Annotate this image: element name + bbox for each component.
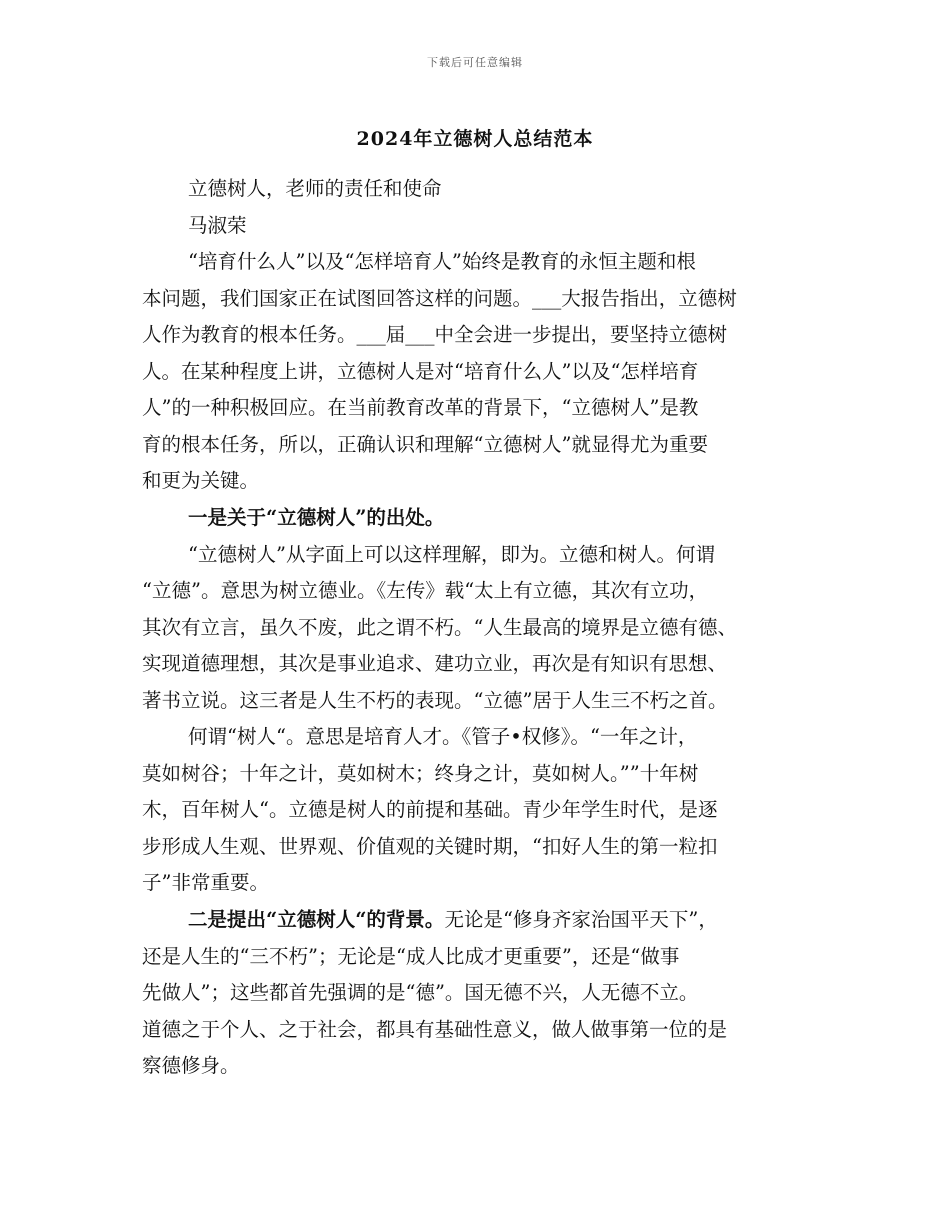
paragraph-line: 一是关于“立德树人”的出处。 (188, 505, 445, 529)
paragraph-line: 步形成人生观、世界观、价值观的关键时期，“扣好人生的第一粒扣 (142, 834, 718, 858)
paragraph-line: 和更为关键。 (142, 469, 260, 493)
paragraph-line: 人”的一种积极回应。在当前教育改革的背景下，“立德树人”是教 (142, 396, 699, 420)
paragraph-line: 先做人”；这些都首先强调的是“德”。国无德不兴，人无德不立。 (142, 981, 699, 1005)
paragraph-line: 莫如树谷；十年之计，莫如树木；终身之计，莫如树人。””十年树 (142, 761, 699, 785)
paragraph-line: 人作为教育的根本任务。___届___中全会进一步提出，要坚持立德树 (142, 323, 728, 347)
paragraph-line: 察德修身。 (142, 1054, 240, 1078)
paragraph-line: 立德树人，老师的责任和使命 (188, 177, 442, 200)
paragraph-line: 何谓“树人“。意思是培育人才。《管子•权修》。“一年之计， (188, 725, 698, 749)
paragraph-line: 其次有立言，虽久不废，此之谓不朽。“人生最高的境界是立德有德、 (142, 615, 737, 639)
paragraph-line: 实现道德理想，其次是事业追求、建功立业，再次是有知识有思想、 (142, 652, 728, 676)
paragraph-line: “立德”。意思为树立德业。《左传》载“太上有立德，其次有立功， (142, 579, 709, 603)
paragraph-line: 还是人生的“三不朽”；无论是“成人比成才更重要”，还是“做事 (142, 944, 680, 968)
line-text: 无论是“修身齐家治国平天下”， (444, 908, 718, 931)
paragraph-line: 道德之于个人、之于社会，都具有基础性意义，做人做事第一位的是 (142, 1017, 728, 1041)
paragraph-line: “培育什么人”以及“怎样培育人”始终是教育的永恒主题和根 (188, 250, 696, 274)
paragraph-line (188, 904, 718, 932)
page-header-note: 下载后可任意编辑 (427, 56, 523, 69)
paragraph-line: 子”非常重要。 (142, 871, 269, 895)
paragraph-line: 人。在某种程度上讲，立德树人是对“培育什么人”以及“怎样培育 (142, 359, 699, 383)
paragraph-line: 著书立说。这三者是人生不朽的表现。“立德”居于人生三不朽之首。 (142, 688, 728, 712)
document-title: 2024年立德树人总结范本 (356, 128, 594, 150)
paragraph-line: 马淑荣 (188, 213, 247, 237)
paragraph-line: 木，百年树人“。立德是树人的前提和基础。青少年学生时代，是逐 (142, 798, 718, 822)
section-heading: 二是提出“立德树人“的背景。 (188, 908, 445, 931)
paragraph-line: 育的根本任务，所以，正确认识和理解“立德树人”就显得尤为重要 (142, 432, 708, 456)
paragraph-line: 本问题，我们国家正在试图回答这样的问题。___大报告指出，立德树 (142, 286, 737, 310)
paragraph-line: “立德树人”从字面上可以这样理解，即为。立德和树人。何谓 (188, 542, 715, 566)
